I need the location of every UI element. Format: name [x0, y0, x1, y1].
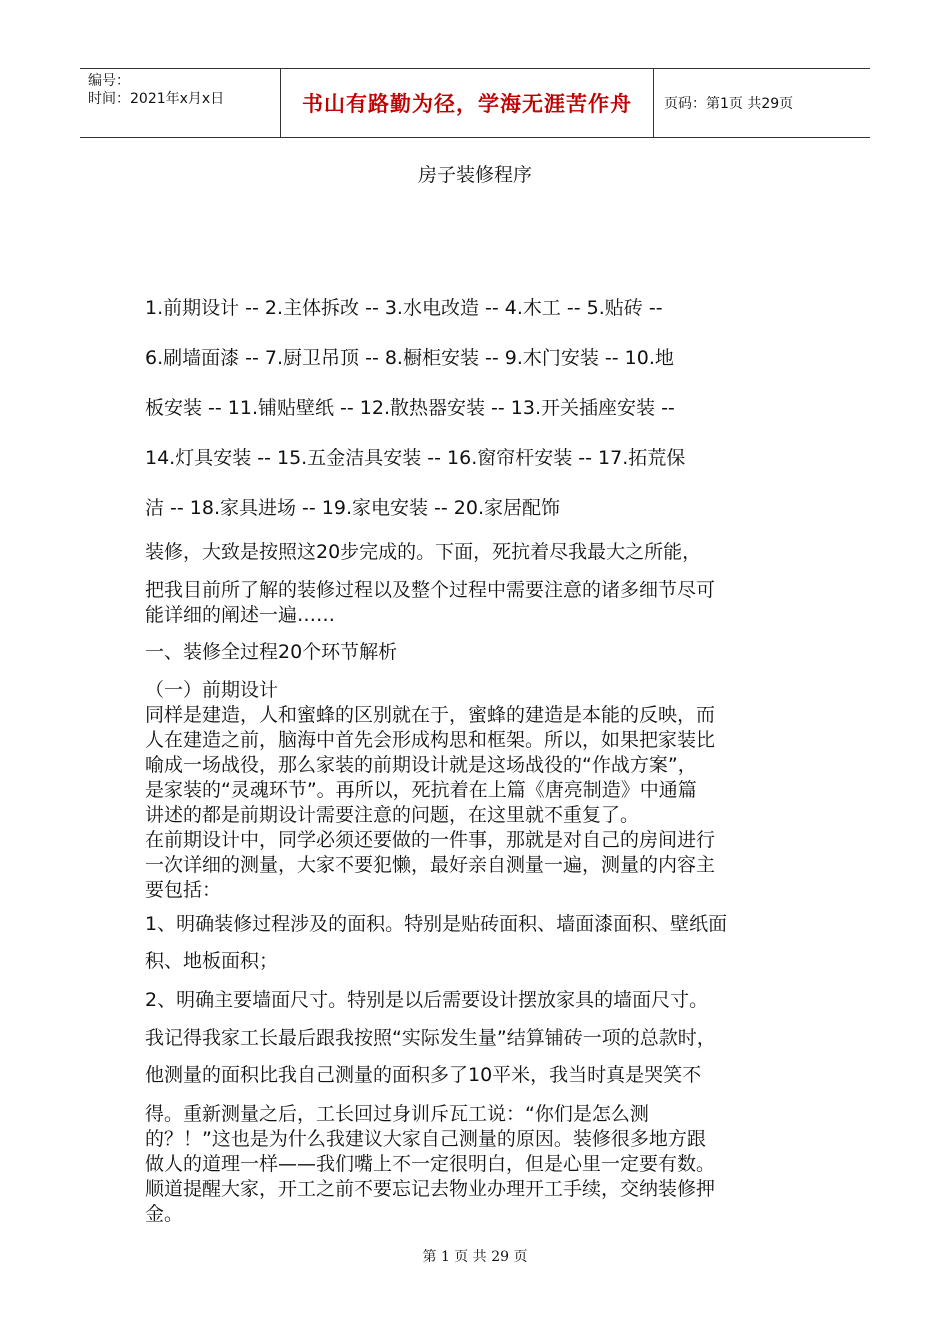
header-motto-cell — [280, 69, 654, 137]
steps-line: 6.刷墙面漆 -- 7.厨卫吊顶 -- 8.橱柜安装 -- 9.木门安装 -- 10.地 — [145, 347, 674, 369]
text-line: 把我目前所了解的装修过程以及整个过程中需要注意的诸多细节尽可 — [145, 579, 716, 601]
text-line: 是家装的“灵魂环节”。再所以，死抗着在上篇《唐亮制造》中通篇 — [145, 779, 697, 801]
text-line: 顺道提醒大家，开工之前不要忘记去物业办理开工手续，交纳装修押 — [145, 1178, 716, 1200]
time-label: 时间：2021年x月x日 — [88, 91, 225, 107]
text-line: 一次详细的测量，大家不要犯懒，最好亲自测量一遍，测量的内容主 — [145, 854, 716, 876]
intro-paragraph-1: 装修，大致是按照这20步完成的。下面，死抗着尽我最大之所能， — [145, 541, 702, 563]
body-paragraph-2 — [145, 828, 810, 903]
text-line: 金。 — [145, 1203, 184, 1225]
body-paragraph-4 — [145, 1102, 810, 1227]
body-paragraph-1 — [145, 703, 810, 828]
intro-paragraph-2 — [145, 578, 810, 628]
code-label: 编号： — [88, 73, 130, 89]
steps-line: 1.前期设计 -- 2.主体拆改 -- 3.水电改造 -- 4.木工 -- 5.贴砖 -- — [145, 297, 663, 319]
text-line: 做人的道理一样——我们嘴上不一定很明白，但是心里一定要有数。 — [145, 1153, 716, 1175]
steps-line: 板安装 -- 11.铺贴壁纸 -- 12.散热器安装 -- 13.开关插座安装 -- — [145, 397, 675, 419]
text-line: 在前期设计中，同学必须还要做的一件事，那就是对自己的房间进行 — [145, 829, 716, 851]
text-line: 要包括： — [145, 879, 222, 901]
text-line: 讲述的都是前期设计需要注意的问题，在这里就不重复了。 — [145, 804, 640, 826]
text-line: 人在建造之前，脑海中首先会形成构思和框架。所以，如果把家装比 — [145, 729, 716, 751]
page-header — [80, 68, 870, 138]
header-page-info: 页码：第1页 共29页 — [664, 96, 794, 112]
text-line: 我记得我家工长最后跟我按照“实际发生量”结算铺砖一项的总款时， — [145, 1027, 716, 1049]
text-line: 的？！”这也是为什么我建议大家自己测量的原因。装修很多地方跟 — [145, 1128, 706, 1150]
header-motto: 书山有路勤为径，学海无涯苦作舟 — [302, 91, 632, 116]
text-line: 同样是建造，人和蜜蜂的区别就在于，蜜蜂的建造是本能的反映，而 — [145, 704, 716, 726]
page-footer: 第 1 页 共 29 页 — [422, 1249, 528, 1265]
text-line: 他测量的面积比我自己测量的面积多了10平米，我当时真是哭笑不 — [145, 1064, 702, 1086]
body-paragraph-3 — [145, 1020, 810, 1094]
section-heading: 一、装修全过程20个环节解析 — [145, 641, 398, 663]
text-line: 积、地板面积； — [145, 950, 279, 972]
text-line: 得。重新测量之后，工长回过身训斥瓦工说：“你们是怎么测 — [145, 1103, 649, 1125]
point-1 — [145, 906, 810, 980]
text-line: 1、明确装修过程涉及的面积。特别是贴砖面积、墙面漆面积、壁纸面 — [145, 913, 728, 935]
document-title: 房子装修程序 — [417, 164, 532, 186]
text-line: 能详细的阐述一遍…… — [145, 604, 336, 626]
subsection-heading: （一）前期设计 — [145, 679, 279, 701]
header-meta — [80, 69, 280, 137]
text-line: 喻成一场战役，那么家装的前期设计就是这场战役的“作战方案”， — [145, 754, 697, 776]
point-2: 2、明确主要墙面尺寸。特别是以后需要设计摆放家具的墙面尺寸。 — [145, 989, 709, 1011]
steps-line: 14.灯具安装 -- 15.五金洁具安装 -- 16.窗帘杆安装 -- 17.拓荒保 — [145, 447, 686, 469]
steps-list — [145, 283, 805, 533]
steps-line: 洁 -- 18.家具进场 -- 19.家电安装 -- 20.家居配饰 — [145, 497, 561, 519]
